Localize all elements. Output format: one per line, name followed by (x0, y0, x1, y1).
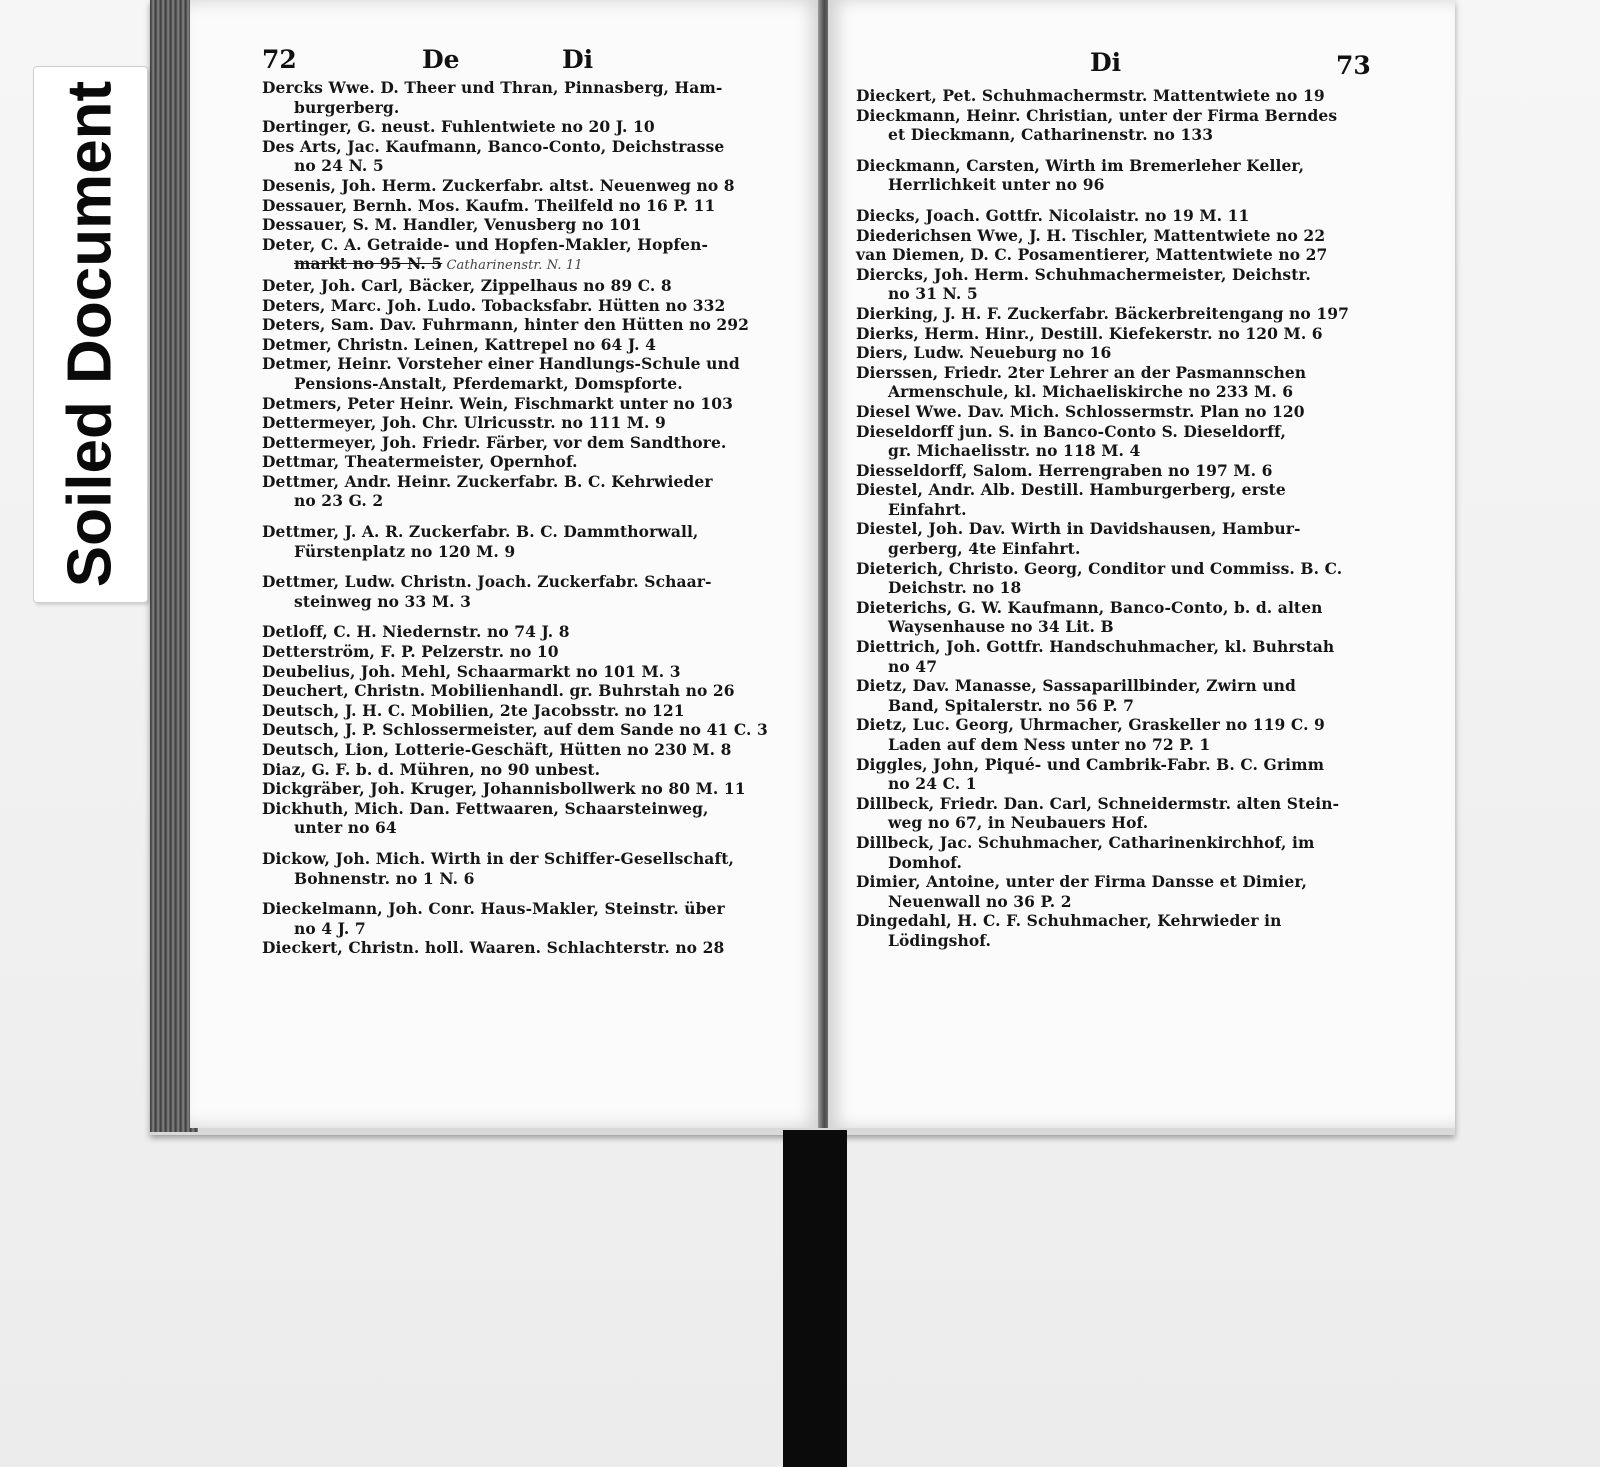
entry-continuation (856, 696, 1349, 716)
entry-continuation (856, 441, 1349, 461)
right-header: Di (1090, 48, 1122, 77)
entry-continuation (262, 869, 768, 889)
directory-entry (262, 315, 768, 335)
directory-entry (262, 701, 768, 721)
entry-line: Diggles, John, Piqué- und Cambrik-Fabr. B. C. Grimm (856, 754, 1325, 774)
directory-entry (262, 117, 768, 137)
entry-line: Dettmer, J. A. R. Zuckerfabr. B. C. Dammthorwall, (262, 522, 699, 542)
directory-entry (262, 176, 768, 196)
entry-line: Dietz, Dav. Manasse, Sassaparillbinder, Zwirn und (856, 676, 1296, 696)
directory-entry (262, 938, 768, 958)
directory-entry (856, 265, 1349, 304)
entry-continuation (856, 175, 1349, 195)
entry-line: Diesseldorff, Salom. Herrengraben no 197 M. 6 (856, 460, 1273, 480)
entry-line: Dieckmann, Heinr. Christian, unter der Firma Berndes (856, 105, 1338, 125)
soiled-document-tab (33, 66, 148, 603)
entry-line: Diestel, Joh. Dav. Wirth in Davidshausen, Hambur- (856, 519, 1301, 539)
directory-entry (856, 833, 1349, 872)
entry-line: Detterström, F. P. Pelzerstr. no 10 (262, 642, 559, 662)
entry-continuation-text: no 24 N. 5 (294, 156, 384, 176)
directory-entry (856, 676, 1349, 715)
entry-continuation-text: Pensions-Anstalt, Pferdemarkt, Domspforte. (294, 373, 683, 393)
entry-line: Dingedahl, H. C. F. Schuhmacher, Kehrwieder in (856, 911, 1282, 931)
entry-continuation (856, 657, 1349, 677)
entry-continuation-text: Laden auf dem Ness unter no 72 P. 1 (888, 735, 1211, 754)
entry-line: Dickhuth, Mich. Dan. Fettwaaren, Schaarsteinweg, (262, 798, 709, 818)
entry-line: Deter, C. A. Getraide- und Hopfen-Makler, Hopfen- (262, 234, 709, 254)
entry-line: Dieckelmann, Joh. Conr. Haus-Makler, Steinstr. über (262, 899, 725, 919)
directory-entry (856, 343, 1349, 363)
entry-continuation (856, 774, 1349, 794)
entry-line: Dickgräber, Joh. Kruger, Johannisbollwerk no 80 M. 11 (262, 779, 746, 799)
entry-continuation-text: Herrlichkeit unter no 96 (888, 175, 1105, 195)
entry-line: Dieterich, Christo. Georg, Conditor und Commiss. B. C. (856, 558, 1343, 578)
left-header-end: Di (562, 45, 594, 74)
entry-continuation-text: weg no 67, in Neubauers Hof. (888, 813, 1149, 833)
entry-continuation-text: no 31 N. 5 (888, 284, 978, 304)
entry-continuation (856, 892, 1349, 912)
entry-line: Dettmer, Andr. Heinr. Zuckerfabr. B. C. Kehrwieder (262, 471, 713, 491)
entry-line: Detloff, C. H. Niedernstr. no 74 J. 8 (262, 622, 570, 642)
directory-entry (856, 324, 1349, 344)
directory-entry (262, 452, 768, 472)
entry-continuation (856, 539, 1349, 559)
entry-line: Deters, Marc. Joh. Ludo. Tobacksfabr. Hütten no 332 (262, 295, 726, 315)
entry-continuation (262, 491, 768, 511)
entry-continuation (856, 382, 1349, 402)
directory-entry (262, 394, 768, 414)
entry-continuation (262, 592, 768, 612)
directory-entry (262, 760, 768, 780)
directory-entry (262, 622, 768, 642)
entry-line: Detmers, Peter Heinr. Wein, Fischmarkt unter no 103 (262, 393, 734, 413)
entry-continuation-text: Neuenwall no 36 P. 2 (888, 891, 1072, 911)
entry-line: Des Arts, Jac. Kaufmann, Banco-Conto, Deichstrasse (262, 136, 725, 156)
entry-line: Dertinger, G. neust. Fuhlentwiete no 20 J. 10 (262, 117, 655, 137)
directory-entry (856, 559, 1349, 598)
entry-continuation (262, 542, 768, 562)
directory-entry (262, 720, 768, 740)
entry-continuation-text: gr. Michaelisstr. no 118 M. 4 (888, 441, 1141, 461)
entry-line: Diestel, Andr. Alb. Destill. Hamburgerberg, erste (856, 480, 1286, 500)
left-entry-list (262, 78, 768, 958)
entry-continuation-text: et Dieckmann, Catharinenstr. no 133 (888, 125, 1214, 145)
right-page-number: 73 (1336, 51, 1371, 80)
directory-entry (856, 304, 1349, 324)
entry-line: Deutsch, Lion, Lotterie-Geschäft, Hütten no 230 M. 8 (262, 740, 732, 759)
entry-line: Dessauer, S. M. Handler, Venusberg no 101 (262, 215, 642, 235)
entry-continuation (262, 818, 768, 838)
entry-continuation-text: Waysenhause no 34 Lit. B (888, 617, 1114, 637)
entry-line: Dieseldorff jun. S. in Banco-Conto S. Dieseldorff, (856, 421, 1286, 441)
entry-continuation (262, 156, 768, 176)
directory-entry (856, 911, 1349, 950)
directory-entry (856, 422, 1349, 461)
entry-line: Dettermeyer, Joh. Friedr. Färber, vor dem Sandthore. (262, 432, 727, 452)
entry-line: Deuchert, Christn. Mobilienhandl. gr. Buhrstah no 26 (262, 681, 735, 701)
entry-continuation-text: no 47 (888, 656, 938, 676)
entry-line: Deutsch, J. H. C. Mobilien, 2te Jacobsstr. no 121 (262, 700, 685, 720)
directory-entry (856, 106, 1349, 145)
directory-entry (262, 740, 768, 760)
directory-entry (262, 296, 768, 316)
entry-continuation (856, 500, 1349, 520)
entry-line: Diecks, Joach. Gottfr. Nicolaistr. no 19 M. 11 (856, 205, 1250, 225)
entry-line: Dietz, Luc. Georg, Uhrmacher, Graskeller no 119 C. 9 (856, 715, 1325, 735)
entry-continuation-text: no 23 G. 2 (294, 491, 384, 511)
entry-line: Dettermeyer, Joh. Chr. Ulricusstr. no 111 M. 9 (262, 413, 666, 433)
entry-continuation-text: Fürstenplatz no 120 M. 9 (294, 541, 516, 561)
entry-continuation (856, 853, 1349, 873)
entry-line: Diers, Ludw. Neueburg no 16 (856, 343, 1112, 363)
entry-line: Dieckmann, Carsten, Wirth im Bremerleher Keller, (856, 155, 1305, 175)
right-page (828, 0, 1455, 1128)
entry-line: Deutsch, J. P. Schlossermeister, auf dem Sande no 41 C. 3 (262, 720, 768, 740)
entry-line: Deter, Joh. Carl, Bäcker, Zippelhaus no 89 C. 8 (262, 275, 672, 295)
entry-continuation-text: unter no 64 (294, 818, 397, 838)
entry-line: Dieckert, Christn. holl. Waaren. Schlachterstr. no 28 (262, 938, 725, 958)
directory-entry (856, 226, 1349, 246)
entry-continuation-text: Band, Spitalerstr. no 56 P. 7 (888, 695, 1135, 715)
directory-entry (856, 363, 1349, 402)
directory-entry (262, 572, 768, 611)
entry-line: Dettmar, Theatermeister, Opernhof. (262, 452, 578, 472)
directory-entry (856, 872, 1349, 911)
entry-line: Diercks, Joh. Herm. Schuhmachermeister, Deichstr. (856, 264, 1311, 284)
directory-entry (262, 235, 768, 276)
left-page-number: 72 (262, 45, 297, 74)
directory-entry (262, 681, 768, 701)
soiled-document-label: Soiled Document (55, 80, 125, 588)
directory-entry (262, 642, 768, 662)
directory-entry (856, 461, 1349, 481)
entry-continuation-text: Bohnenstr. no 1 N. 6 (294, 868, 475, 888)
entry-line: Dierssen, Friedr. 2ter Lehrer an der Pasmannschen (856, 362, 1307, 382)
directory-entry (856, 402, 1349, 422)
entry-continuation (262, 374, 768, 394)
entry-line: Desenis, Joh. Herm. Zuckerfabr. altst. Neuenweg no 8 (262, 175, 735, 195)
left-header-start: De (422, 45, 460, 74)
directory-entry (262, 779, 768, 799)
entry-continuation-text: Domhof. (888, 852, 962, 872)
directory-entry (262, 662, 768, 682)
entry-continuation-text: steinweg no 33 M. 3 (294, 591, 471, 611)
directory-entry (262, 354, 768, 393)
entry-continuation-text: Armenschule, kl. Michaeliskirche no 233 M. 6 (888, 382, 1294, 402)
entry-continuation-text: no 24 C. 1 (888, 774, 977, 794)
directory-entry (262, 137, 768, 176)
right-entry-list (856, 86, 1349, 951)
directory-entry (262, 196, 768, 216)
directory-entry (262, 522, 768, 561)
entry-line: Diesel Wwe. Dav. Mich. Schlossermstr. Plan no 120 (856, 401, 1305, 421)
entry-continuation (856, 284, 1349, 304)
entry-line: Diaz, G. F. b. d. Mühren, no 90 unbest. (262, 759, 601, 779)
directory-entry (856, 794, 1349, 833)
entry-line: Dickow, Joh. Mich. Wirth in der Schiffer-Gesellschaft, (262, 848, 734, 868)
handwritten-note: Catharinenstr. N. 11 (442, 258, 583, 274)
left-page (190, 0, 822, 1128)
entry-continuation (856, 578, 1349, 598)
entry-continuation-text: burgerberg. (294, 97, 400, 117)
directory-entry (262, 799, 768, 838)
directory-entry (856, 755, 1349, 794)
entry-continuation (856, 931, 1349, 951)
directory-entry (262, 849, 768, 888)
directory-entry (262, 335, 768, 355)
directory-entry (262, 472, 768, 511)
entry-continuation (856, 125, 1349, 145)
entry-continuation (262, 98, 768, 118)
entry-line: Dessauer, Bernh. Mos. Kaufm. Theilfeld no 16 P. 11 (262, 195, 716, 215)
entry-continuation-text: Einfahrt. (888, 499, 967, 519)
directory-entry (856, 156, 1349, 195)
entry-line: Dettmer, Ludw. Christn. Joach. Zuckerfabr. Schaar- (262, 572, 712, 592)
directory-entry (856, 206, 1349, 226)
directory-entry (856, 519, 1349, 558)
directory-entry (262, 899, 768, 938)
directory-entry (262, 433, 768, 453)
entry-continuation (856, 735, 1349, 755)
directory-entry (856, 598, 1349, 637)
entry-line: Diederichsen Wwe, J. H. Tischler, Mattentwiete no 22 (856, 225, 1326, 245)
directory-entry (856, 245, 1349, 265)
bookmark-ribbon (783, 1130, 847, 1467)
entry-continuation (262, 919, 768, 939)
directory-entry (262, 215, 768, 235)
entry-line: Detmer, Heinr. Vorsteher einer Handlungs-Schule und (262, 354, 740, 374)
entry-line: van Diemen, D. C. Posamentierer, Mattentwiete no 27 (856, 245, 1328, 265)
entry-line: Dieterichs, G. W. Kaufmann, Banco-Conto, b. d. alten (856, 597, 1323, 617)
entry-continuation-text: markt no 95 N. 5 (294, 254, 443, 274)
directory-entry (856, 715, 1349, 754)
entry-continuation-text: no 4 J. 7 (294, 918, 366, 938)
directory-entry (262, 413, 768, 433)
entry-continuation-text: Lödingshof. (888, 930, 992, 950)
directory-entry (262, 78, 768, 117)
entry-line: Diettrich, Joh. Gottfr. Handschuhmacher, kl. Buhrstah (856, 637, 1335, 657)
entry-line: Dieckert, Pet. Schuhmachermstr. Mattentwiete no 19 (856, 86, 1325, 105)
directory-entry (856, 637, 1349, 676)
directory-entry (856, 480, 1349, 519)
entry-line: Dierks, Herm. Hinr., Destill. Kiefekerstr. no 120 M. 6 (856, 323, 1323, 343)
entry-line: Dimier, Antoine, unter der Firma Dansse et Dimier, (856, 872, 1307, 892)
entry-continuation (856, 813, 1349, 833)
entry-line: Deters, Sam. Dav. Fuhrmann, hinter den Hütten no 292 (262, 315, 750, 335)
entry-line: Dercks Wwe. D. Theer und Thran, Pinnasberg, Ham- (262, 78, 723, 97)
entry-continuation (262, 254, 768, 276)
directory-entry (856, 86, 1349, 106)
entry-continuation-text: Deichstr. no 18 (888, 578, 1022, 598)
entry-continuation (856, 617, 1349, 637)
entry-line: Dillbeck, Jac. Schuhmacher, Catharinenkirchhof, im (856, 832, 1315, 852)
entry-line: Detmer, Christn. Leinen, Kattrepel no 64 J. 4 (262, 334, 657, 354)
entry-line: Deubelius, Joh. Mehl, Schaarmarkt no 101 M. 3 (262, 661, 681, 681)
directory-entry (262, 276, 768, 296)
entry-continuation-text: gerberg, 4te Einfahrt. (888, 539, 1081, 559)
entry-line: Dierking, J. H. F. Zuckerfabr. Bäckerbreitengang no 197 (856, 303, 1349, 323)
entry-line: Dillbeck, Friedr. Dan. Carl, Schneidermstr. alten Stein- (856, 793, 1340, 813)
